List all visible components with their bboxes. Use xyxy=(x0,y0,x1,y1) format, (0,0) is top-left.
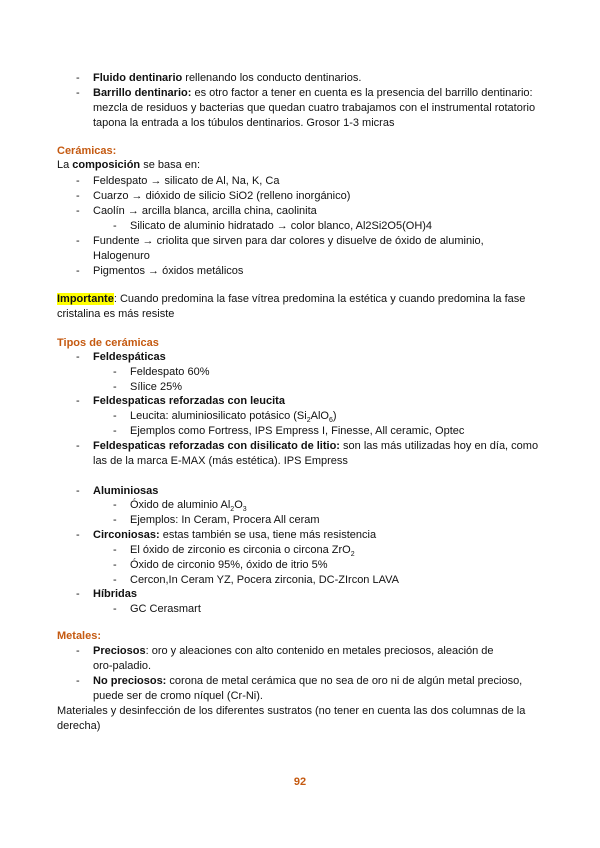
fundente-text-1: Fundente → criolita que sirven para dar colores y disuelve de óxido de aluminio, xyxy=(93,235,484,247)
sub-bullet-dash: - xyxy=(113,574,117,586)
subscript: 2 xyxy=(350,551,355,559)
bullet-dash: - xyxy=(76,205,80,217)
bullet-dash: - xyxy=(76,72,80,84)
bullet-dash: - xyxy=(76,440,80,452)
metales-heading: Metales: xyxy=(57,630,102,642)
sub-list-item: Cercon,In Ceram YZ, Pocera zirconia, DC-ZIrcon LAVA xyxy=(130,574,399,586)
disilicato-label: Feldespaticas reforzadas con disilicato de litio: xyxy=(93,440,340,452)
sub-bullet-dash: - xyxy=(113,544,117,556)
bullet-dash: - xyxy=(76,87,80,99)
page-number: 92 xyxy=(293,776,307,788)
barrillo-term: Barrillo dentinario: xyxy=(93,87,192,99)
sub-bullet-dash: - xyxy=(113,559,117,571)
formula-text: El óxido de zirconio es circonia o circona ZrO xyxy=(130,544,351,556)
circoniosas-text: estas también se usa, tiene más resistencia xyxy=(159,529,377,541)
no-preciosos-text-2: puede ser de cromo níquel (Cr-Ni). xyxy=(93,690,263,702)
preciosos-label: Preciosos xyxy=(93,645,146,657)
bullet-dash: - xyxy=(76,529,80,541)
feldespaticas-title xyxy=(93,350,166,364)
circoniosas-line xyxy=(93,528,376,542)
disilicato-line-1 xyxy=(93,439,538,453)
no-preciosos-label: No preciosos: xyxy=(93,675,167,687)
bullet-dash: - xyxy=(76,351,80,363)
bullet-dash: - xyxy=(76,588,80,600)
sub-bullet-dash: - xyxy=(113,366,117,378)
list-item: Caolín → arcilla blanca, arcilla china, caolinita xyxy=(93,205,317,217)
subscript: 6 xyxy=(328,417,333,425)
preciosos-text-2: oro-paladio. xyxy=(93,660,152,672)
fluid-item xyxy=(93,71,361,85)
sub-list-item: Ejemplos: In Ceram, Procera All ceram xyxy=(130,514,320,526)
aluminiosas-label: Aluminiosas xyxy=(93,485,159,497)
list-item: Cuarzo → dióxido de silicio SiO2 (relleno inorgánico) xyxy=(93,190,351,202)
sub-bullet-dash: - xyxy=(113,425,117,437)
sub-list-item: Óxido de circonio 95%, óxido de itrio 5% xyxy=(130,559,328,571)
sub-bullet-dash: - xyxy=(113,220,117,232)
fundente-text-2: Halogenuro xyxy=(93,250,150,262)
sub-bullet-dash: - xyxy=(113,499,117,511)
importante-text-1: : Cuando predomina la fase vítrea predomina la estética y cuando predomina la fase xyxy=(113,293,526,305)
bullet-dash: - xyxy=(76,645,80,657)
bullet-dash: - xyxy=(76,265,80,277)
bullet-dash: - xyxy=(76,485,80,497)
sub-list-item: Feldespato 60% xyxy=(130,366,210,378)
feldespaticas-label: Feldespáticas xyxy=(93,351,166,363)
formula-text: AlO xyxy=(310,410,329,422)
disilicato-text-1: son las más utilizadas hoy en día, como xyxy=(339,440,539,452)
importante-text-2: cristalina es más resiste xyxy=(57,308,175,320)
disilicato-text-2: las de la marca E-MAX (más estética). IPS Empress xyxy=(93,455,348,467)
sub-bullet-dash: - xyxy=(113,381,117,393)
final-text-1: Materiales y desinfección de los diferentes sustratos (no tener en cuenta las dos columnas de la xyxy=(57,705,526,717)
final-text-2: derecha) xyxy=(57,720,101,732)
sub-list-item: GC Cerasmart xyxy=(130,603,201,615)
tipos-heading: Tipos de cerámicas xyxy=(57,337,159,349)
intro-post: se basa en: xyxy=(140,159,201,171)
barrillo-text-2: mezcla de residuos y bacterias que quedan cuatro trabajamos con el instrumental rotatorio xyxy=(93,102,536,114)
fluid-term: Fluido dentinario xyxy=(93,72,183,84)
preciosos-line-1 xyxy=(93,644,494,658)
list-item: Feldespato → silicato de Al, Na, K, Ca xyxy=(93,175,280,187)
sub-bullet-dash: - xyxy=(113,603,117,615)
subscript: 3 xyxy=(242,506,247,514)
importante-line-1 xyxy=(57,292,525,306)
formula-text: ) xyxy=(332,410,337,422)
importante-label: Importante xyxy=(57,293,114,305)
sub-bullet-dash: - xyxy=(113,410,117,422)
sub-list-item: Ejemplos como Fortress, IPS Empress I, Finesse, All ceramic, Optec xyxy=(130,425,465,437)
circoniosas-label: Circoniosas: xyxy=(93,529,160,541)
formula-text: O xyxy=(234,499,243,511)
intro-bold: composición xyxy=(72,159,141,171)
leucita-title xyxy=(93,394,285,408)
subscript: 2 xyxy=(306,417,311,425)
bullet-dash: - xyxy=(76,175,80,187)
hibridas-title xyxy=(93,587,137,601)
bullet-dash: - xyxy=(76,395,80,407)
barrillo-item xyxy=(93,86,533,100)
sub-list-item: Sílice 25% xyxy=(130,381,182,393)
no-preciosos-text-1: corona de metal cerámica que no sea de oro ni de algún metal precioso, xyxy=(166,675,523,687)
fluid-text: rellenando los conducto dentinarios. xyxy=(182,72,362,84)
bullet-dash: - xyxy=(76,235,80,247)
ceramicas-heading: Cerámicas: xyxy=(57,145,117,157)
intro-pre: La xyxy=(57,159,73,171)
aluminiosas-title xyxy=(93,484,158,498)
sub-bullet-dash: - xyxy=(113,514,117,526)
leucita-label: Feldespaticas reforzadas con leucita xyxy=(93,395,285,407)
sub-list-item: Silicato de aluminio hidratado → color blanco, Al2Si2O5(OH)4 xyxy=(130,220,433,232)
barrillo-text-1: es otro factor a tener en cuenta es la presencia del barrillo dentinario: xyxy=(191,87,533,99)
bullet-dash: - xyxy=(76,675,80,687)
formula-text: Leucita: aluminiosilicato potásico (Si xyxy=(130,410,307,422)
subscript: 2 xyxy=(230,506,235,514)
formula-text: Óxido de aluminio Al xyxy=(130,499,231,511)
no-preciosos-line-1 xyxy=(93,674,522,688)
sub-list-item xyxy=(130,543,355,557)
composicion-intro xyxy=(57,158,200,172)
sub-list-item xyxy=(130,409,337,423)
barrillo-text-3: tapona la entrada a los túbulos dentinarios. Grosor 1-3 micras xyxy=(93,117,395,129)
hibridas-label: Híbridas xyxy=(93,588,138,600)
preciosos-text-1: : oro y aleaciones con alto contenido en metales preciosos, aleación de xyxy=(145,645,494,657)
sub-list-item xyxy=(130,498,247,512)
pigmentos-item: Pigmentos → óxidos metálicos xyxy=(93,265,244,277)
bullet-dash: - xyxy=(76,190,80,202)
